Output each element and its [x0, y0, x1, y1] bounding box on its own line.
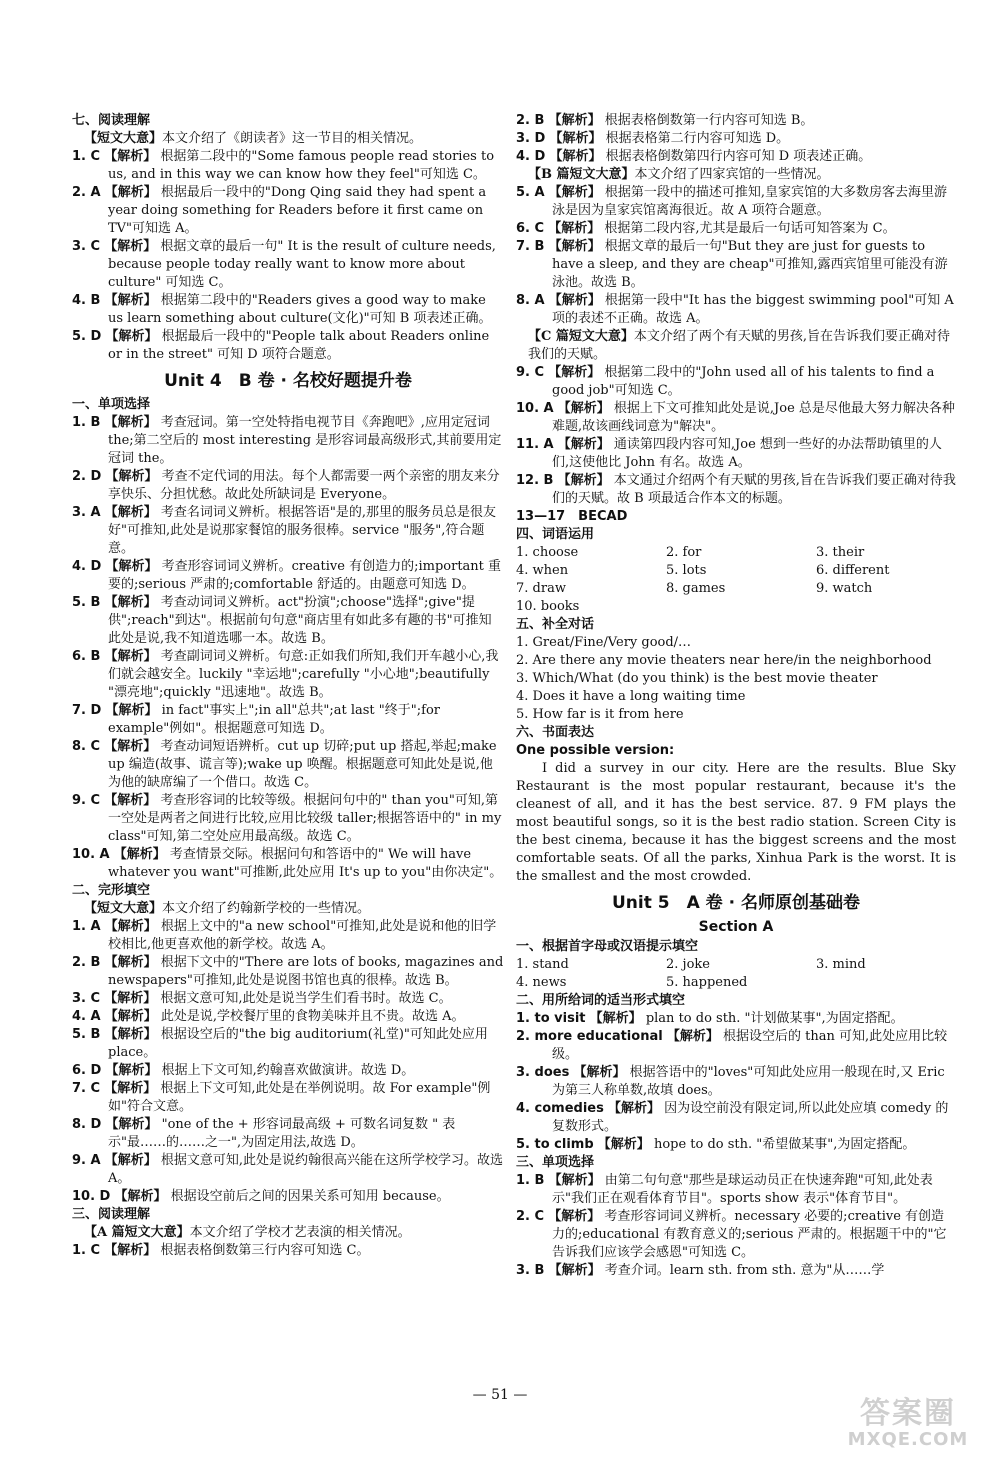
answer-list — [516, 184, 956, 328]
analysis-text: "one of the + 形容词最高级 + 可数名词复数 " 表示"最……的……之一",为固定用法,故选 D。 — [108, 1117, 456, 1150]
analysis-text: 考查形容词的比较等级。根据问句中的" than you"可知,第一空处是两者之间进行比较,应用比较级 taller;根据答语中的" in my class"可知,第二空处应用最高级。故选 C。 — [108, 793, 502, 844]
word-answer: 4. news — [516, 975, 567, 990]
answer-item — [516, 184, 956, 220]
word-grid — [516, 544, 956, 616]
analysis-text: 考查介词。learn sth. from sth. 意为"从……学 — [604, 1263, 885, 1278]
answer-number: 2. B — [516, 113, 545, 128]
analysis-label: 【解析】 — [104, 1027, 157, 1042]
answer-number: 1. B — [72, 415, 101, 430]
analysis-label: 【解析】 — [104, 293, 157, 308]
answer-number: 1. C — [72, 149, 101, 164]
analysis-text: 通读第四段内容可知,Joe 想到一些好的办法帮助镇里的人们,这使他比 John 有名。故选 A。 — [552, 437, 942, 470]
answer-item — [516, 292, 956, 328]
word-grid — [516, 956, 956, 992]
summary-line: 【A 篇短文大意】本文介绍了学校才艺表演的相关情况。 — [84, 1225, 411, 1240]
analysis-text: 根据文章的最后一句" It is the result of culture needs, because people today really want to know more about culture" 可知选 C。 — [108, 239, 496, 290]
answer-number: 1. C — [72, 1243, 101, 1258]
analysis-text: 根据上下文可知,约翰喜欢做演讲。故选 D。 — [161, 1063, 415, 1078]
answer-item — [72, 1242, 504, 1260]
answer-number: 4. A — [72, 1009, 101, 1024]
analysis-label: 【解析】 — [105, 329, 158, 344]
answer-list — [516, 1010, 956, 1154]
answer-item — [516, 1262, 956, 1280]
analysis-label: 【解析】 — [597, 1137, 650, 1152]
analysis-label: 【解析】 — [548, 221, 601, 236]
analysis-label: 【解析】 — [548, 113, 601, 128]
section-title: 二、完形填空 — [72, 883, 151, 898]
word-answer: 4. when — [516, 563, 569, 578]
analysis-label: 【解析】 — [105, 1063, 158, 1078]
answer-item — [72, 1188, 504, 1206]
analysis-label: 【解析】 — [548, 1209, 601, 1224]
analysis-label: 【解析】 — [548, 239, 601, 254]
answer-item — [72, 328, 504, 364]
dialogue-line: 4. Does it have a long waiting time — [516, 689, 746, 704]
analysis-text: 根据设空后的 than 可知,此处应用比较级。 — [552, 1029, 948, 1062]
answer-list — [516, 112, 956, 166]
answer-item — [516, 1208, 956, 1262]
analysis-text: 考查副词词义辨析。句意:正如我们所知,我们开车越小心,我们就会越安全。luckily "幸运地";carefully "小心地";beautifully "漂亮地";quickly "迅速地"。故选 B。 — [108, 649, 499, 700]
analysis-text: 根据答语中的"loves"可知此处应用一般现在时,又 Eric 为第三人称单数,故填 does。 — [552, 1065, 945, 1098]
analysis-label: 【解析】 — [104, 991, 157, 1006]
analysis-text: 根据上下文可推知此处是说,Joe 总是尽他最大努力解决各种难题,故该画线词意为"解决"。 — [552, 401, 955, 434]
answer-number: 2. B — [72, 955, 101, 970]
answer-number: 2. A — [72, 185, 101, 200]
answer-item — [72, 1026, 504, 1062]
answer-number: 1. B — [516, 1173, 545, 1188]
answer-number: 12. B — [516, 473, 554, 488]
answer-number: 3. does — [516, 1065, 570, 1080]
answer-item — [72, 918, 504, 954]
answer-item — [72, 1152, 504, 1188]
analysis-text: 考查名词词义辨析。根据答语"是的,那里的服务员总是很友好"可推知,此处是说那家餐馆的服务很棒。service "服务",符合题意。 — [108, 505, 496, 556]
answer-number: 3. C — [72, 239, 101, 254]
answer-number: 6. C — [516, 221, 545, 236]
dialogue-line: 5. How far is it from here — [516, 707, 684, 722]
section-title: 四、词语运用 — [516, 527, 595, 542]
analysis-label: 【解析】 — [104, 505, 157, 520]
answer-item — [516, 220, 956, 238]
analysis-label: 【解析】 — [573, 1065, 626, 1080]
summary-line: 【B 篇短文大意】本文介绍了四家宾馆的一些情况。 — [528, 167, 830, 182]
answer-item — [72, 468, 504, 504]
answer-item — [72, 414, 504, 468]
unit-title: Unit 4 B 卷 · 名校好题提升卷 — [164, 371, 412, 391]
answer-number: 6. B — [72, 649, 101, 664]
analysis-text: 根据第二段中的"John used all of his talents to find a good job"可知选 C。 — [552, 365, 935, 398]
analysis-text: 根据表格倒数第三行内容可知选 C。 — [160, 1243, 370, 1258]
analysis-label: 【解析】 — [607, 1101, 660, 1116]
answer-number: 9. A — [72, 1153, 101, 1168]
section-heading: Section A — [698, 919, 774, 935]
analysis-label: 【解析】 — [557, 401, 610, 416]
answer-number: 3. D — [516, 131, 546, 146]
answer-item — [516, 1028, 956, 1064]
answer-item — [72, 990, 504, 1008]
analysis-label: 【解析】 — [557, 437, 610, 452]
dialogue-list — [516, 634, 956, 724]
analysis-text: hope to do sth. "希望做某事",为固定搭配。 — [653, 1137, 916, 1152]
answer-list — [72, 148, 504, 364]
analysis-label: 【解析】 — [666, 1029, 719, 1044]
answer-item — [516, 238, 956, 292]
word-answer: 1. choose — [516, 545, 579, 560]
answer-number: 5. to climb — [516, 1137, 594, 1152]
analysis-text: 根据第二段内容,尤其是最后一句话可知答案为 C。 — [604, 221, 896, 236]
section-title: 七、阅读理解 — [72, 113, 151, 128]
watermark-url: MXQE.COM — [847, 1429, 969, 1450]
unit-title: Unit 5 A 卷 · 名师原创基础卷 — [612, 893, 860, 913]
answer-number: 5. B — [72, 1027, 101, 1042]
answer-item — [72, 648, 504, 702]
summary-line: 【短文大意】本文介绍了《朗读者》这一节目的相关情况。 — [84, 131, 423, 146]
answer-item — [72, 558, 504, 594]
answer-number: 9. C — [516, 365, 545, 380]
answer-item — [516, 436, 956, 472]
analysis-label: 【解析】 — [104, 955, 157, 970]
answer-item — [72, 1062, 504, 1080]
analysis-label: 【解析】 — [104, 793, 157, 808]
answer-number: 3. C — [72, 991, 101, 1006]
analysis-text: 考查形容词词义辨析。necessary 必要的;creative 有创造力的;educational 有教育意义的;serious 严肃的。根据题干中的"它告诉我们应该学会感恩"可知选 C。 — [552, 1209, 947, 1260]
analysis-text: 根据上文中的"a new school"可推知,此处是说和他的旧学校相比,他更喜欢他的新学校。故选 A。 — [108, 919, 497, 952]
analysis-label: 【解析】 — [104, 1081, 157, 1096]
answer-number: 1. to visit — [516, 1011, 586, 1026]
dialogue-line: 2. Are there any movie theaters near here/in the neighborhood — [516, 653, 932, 668]
answer-item — [72, 1080, 504, 1116]
analysis-text: in fact"事实上";in all"总共";at last "终于";for example"例如"。根据题意可知选 D。 — [108, 703, 440, 736]
analysis-text: 根据第一段中的描述可推知,皇家宾馆的大多数房客去海里游泳是因为皇家宾馆离海很近。故 A 项符合题意。 — [552, 185, 948, 218]
analysis-label: 【解析】 — [548, 185, 601, 200]
analysis-label: 【解析】 — [548, 1263, 601, 1278]
answer-list — [72, 918, 504, 1206]
word-answer: 3. mind — [816, 957, 866, 972]
answer-number: 7. C — [72, 1081, 101, 1096]
analysis-text: 根据第一段中"It has the biggest swimming pool"可知 A 项的表述不正确。故选 A。 — [552, 293, 954, 326]
answer-item — [72, 148, 504, 184]
analysis-label: 【解析】 — [548, 1173, 601, 1188]
answer-line: 13—17 BECAD — [516, 509, 628, 524]
dialogue-line: 3. Which/What (do you think) is the best movie theater — [516, 671, 878, 686]
analysis-text: 考查动词短语辨析。cut up 切碎;put up 搭起,举起;make up 编造(故事、谎言等);wake up 唤醒。根据题意可知此处是说,他为他的缺席编了一个借口。故选 C。 — [108, 739, 497, 790]
section-title: 五、补全对话 — [516, 617, 595, 632]
answer-item — [72, 292, 504, 328]
answer-number: 2. more educational — [516, 1029, 663, 1044]
answer-item — [72, 1116, 504, 1152]
answer-number: 7. D — [72, 703, 102, 718]
answer-number: 9. C — [72, 793, 101, 808]
analysis-label: 【解析】 — [105, 559, 158, 574]
analysis-label: 【解析】 — [589, 1011, 642, 1026]
word-answer: 2. for — [666, 545, 702, 560]
section-title: 一、根据首字母或汉语提示填空 — [516, 939, 699, 954]
answer-list — [516, 364, 956, 508]
word-answer: 3. their — [816, 545, 865, 560]
answer-item — [72, 738, 504, 792]
analysis-text: 根据文意可知,此处是说当学生们看书时。故选 C。 — [160, 991, 452, 1006]
watermark-text: 答案圈 — [860, 1396, 956, 1431]
answer-item — [516, 1172, 956, 1208]
summary-line: 【C 篇短文大意】本文介绍了两个有天赋的男孩,旨在告诉我们要正确对待我们的天赋。 — [528, 329, 951, 362]
answer-item — [72, 184, 504, 238]
answer-number: 5. B — [72, 595, 101, 610]
analysis-text: 根据最后一段中的"Dong Qing said they had spent a year doing something for Readers before it first came on TV"可知选 A。 — [108, 185, 487, 236]
analysis-label: 【解析】 — [104, 919, 157, 934]
answer-number: 3. A — [72, 505, 101, 520]
answer-item — [516, 130, 956, 148]
analysis-label: 【解析】 — [104, 1243, 157, 1258]
answer-item — [516, 400, 956, 436]
answer-item — [72, 846, 504, 882]
analysis-text: 考查情景交际。根据问句和答语中的" We will have whatever you want"可推断,此处应用 It's up to you"由你决定"。 — [108, 847, 503, 880]
answer-number: 8. A — [516, 293, 545, 308]
analysis-label: 【解析】 — [104, 1009, 157, 1024]
answer-number: 3. B — [516, 1263, 545, 1278]
answer-item — [516, 112, 956, 130]
answer-number: 6. D — [72, 1063, 102, 1078]
analysis-text: 根据第二段中的"Readers gives a good way to make us learn something about culture(文化)"可知 B 项表述正确。 — [108, 293, 492, 326]
watermark-logo — [838, 1398, 978, 1454]
analysis-label: 【解析】 — [548, 293, 601, 308]
analysis-label: 【解析】 — [105, 703, 158, 718]
word-answer: 1. stand — [516, 957, 569, 972]
analysis-label: 【解析】 — [114, 1189, 167, 1204]
analysis-label: 【解析】 — [104, 149, 157, 164]
answer-number: 5. A — [516, 185, 545, 200]
answer-item — [72, 702, 504, 738]
answer-item — [72, 504, 504, 558]
analysis-text: 根据最后一段中的"People talk about Readers online or in the street" 可知 D 项符合题意。 — [108, 329, 490, 362]
analysis-label: 【解析】 — [104, 739, 157, 754]
section-title: 一、单项选择 — [72, 397, 151, 412]
analysis-text: plan to do sth. "计划做某事",为固定搭配。 — [645, 1011, 904, 1026]
analysis-text: 因为设空前没有限定词,所以此处应填 comedy 的复数形式。 — [552, 1101, 949, 1134]
answer-number: 7. B — [516, 239, 545, 254]
analysis-text: 根据表格倒数第四行内容可知 D 项表述正确。 — [605, 149, 872, 164]
analysis-text: 根据下文中的"There are lots of books, magazines and newspapers"可推知,此处是说图书馆也真的很棒。故选 B。 — [108, 955, 504, 988]
answer-number: 4. comedies — [516, 1101, 604, 1116]
analysis-text: 此处是说,学校餐厅里的食物美味并且不贵。故选 A。 — [160, 1009, 465, 1024]
analysis-label: 【解析】 — [548, 365, 601, 380]
analysis-text: 根据设空后的"the big auditorium(礼堂)"可知此处应用 place。 — [108, 1027, 488, 1060]
analysis-label: 【解析】 — [105, 1117, 158, 1132]
analysis-text: 考查不定代词的用法。每个人都需要一两个亲密的朋友来分享快乐、分担忧愁。故此处所缺词是 Everyone。 — [108, 469, 500, 502]
analysis-text: 根据上下文可知,此处是在举例说明。故 For example"例如"符合文意。 — [108, 1081, 491, 1114]
answer-number: 1. A — [72, 919, 101, 934]
answer-list — [516, 1172, 956, 1280]
dialogue-line: 1. Great/Fine/Very good/… — [516, 635, 692, 650]
answer-item — [516, 1064, 956, 1100]
answer-item — [72, 792, 504, 846]
answer-item — [516, 1010, 956, 1028]
word-answer: 5. happened — [666, 975, 748, 990]
answer-number: 8. D — [72, 1117, 102, 1132]
answer-item — [516, 1136, 956, 1154]
word-answer: 9. watch — [816, 581, 873, 596]
answer-item — [516, 148, 956, 166]
word-answer: 10. books — [516, 599, 580, 614]
analysis-text: 由第二句句意"那些是球运动员正在快速奔跑"可知,此处表示"我们正在观看体育节目"。sports show 表示"体育节目"。 — [552, 1173, 933, 1206]
analysis-text: 本文通过介绍两个有天赋的男孩,旨在告诉我们要正确对待我们的天赋。故 B 项最适合作本文的标题。 — [552, 473, 956, 506]
answer-item — [516, 364, 956, 400]
answer-number: 5. D — [72, 329, 102, 344]
analysis-label: 【解析】 — [549, 131, 602, 146]
word-answer: 6. different — [816, 563, 890, 578]
word-answer: 8. games — [666, 581, 726, 596]
page-number: — 51 — — [472, 1387, 528, 1403]
answer-item — [516, 472, 956, 508]
version-label: One possible version: — [516, 743, 675, 758]
section-title: 二、用所给词的适当形式填空 — [516, 993, 686, 1008]
analysis-text: 考查冠词。第一空处特指电视节目《奔跑吧》,应用定冠词 the;第二空后的 most interesting 是形容词最高级形式,其前要用定冠词 the。 — [108, 415, 502, 466]
analysis-text: 考查形容词词义辨析。creative 有创造力的;important 重要的;serious 严肃的;comfortable 舒适的。由题意可知选 D。 — [108, 559, 502, 592]
section-title: 三、阅读理解 — [72, 1207, 151, 1222]
answer-number: 2. C — [516, 1209, 545, 1224]
analysis-label: 【解析】 — [549, 149, 602, 164]
word-answer: 5. lots — [666, 563, 707, 578]
left-column — [72, 112, 504, 1260]
answer-number: 11. A — [516, 437, 554, 452]
analysis-label: 【解析】 — [104, 649, 157, 664]
analysis-label: 【解析】 — [105, 469, 158, 484]
right-column — [516, 112, 956, 1280]
analysis-text: 根据文章的最后一句"But they are just for guests to have a sleep, and they are cheap"可推知,露西宾馆里可能没有游泳池。故选 B。 — [552, 239, 948, 290]
analysis-label: 【解析】 — [104, 239, 157, 254]
answer-item — [72, 594, 504, 648]
section-title: 三、单项选择 — [516, 1155, 595, 1170]
answer-number: 4. D — [516, 149, 546, 164]
analysis-text: 根据第二段中的"Some famous people read stories to us, and in this way we can know how they feel"可知选 C。 — [108, 149, 495, 182]
analysis-text: 根据文意可知,此处是说约翰很高兴能在这所学校学习。故选 A。 — [108, 1153, 504, 1186]
answer-number: 10. A — [72, 847, 110, 862]
answer-list — [72, 1242, 504, 1260]
analysis-label: 【解析】 — [104, 595, 157, 610]
answer-number: 8. C — [72, 739, 101, 754]
analysis-label: 【解析】 — [104, 415, 157, 430]
answer-item — [72, 1008, 504, 1026]
word-answer: 2. joke — [666, 957, 710, 972]
answer-number: 4. B — [72, 293, 101, 308]
answer-number: 2. D — [72, 469, 102, 484]
answer-number: 10. D — [72, 1189, 111, 1204]
answer-number: 4. D — [72, 559, 102, 574]
analysis-text: 根据表格倒数第一行内容可知选 B。 — [604, 113, 814, 128]
analysis-label: 【解析】 — [104, 1153, 157, 1168]
essay-text: I did a survey in our city. Here are the results. Blue Sky Restaurant is the most popular restaurant, because it's the cleanest of all, and it has the best service. 87. 9 FM plays the most beautiful songs, so it is the best radio station. Screen City is the best cinema, because it has the biggest screens and the most comfortable seats. Of all the parks, Xinhua Park is the worst. It is the smallest and the most crowded. — [516, 761, 956, 884]
analysis-label: 【解析】 — [557, 473, 610, 488]
summary-line: 【短文大意】本文介绍了约翰新学校的一些情况。 — [84, 901, 371, 916]
analysis-label: 【解析】 — [113, 847, 166, 862]
analysis-label: 【解析】 — [104, 185, 157, 200]
answer-item — [72, 954, 504, 990]
section-title: 六、书面表达 — [516, 725, 595, 740]
analysis-text: 根据设空前后之间的因果关系可知用 because。 — [170, 1189, 450, 1204]
analysis-text: 根据表格第二行内容可知选 D。 — [605, 131, 790, 146]
word-answer: 7. draw — [516, 581, 566, 596]
analysis-text: 考查动词词义辨析。act"扮演";choose"选择";give"提供";reach"到达"。根据前句句意"商店里有如此多有趣的书"可推知此处是说,我不知道选哪一本。故选 B。 — [108, 595, 492, 646]
answer-item — [516, 1100, 956, 1136]
answer-number: 10. A — [516, 401, 554, 416]
answer-list — [72, 414, 504, 882]
answer-item — [72, 238, 504, 292]
